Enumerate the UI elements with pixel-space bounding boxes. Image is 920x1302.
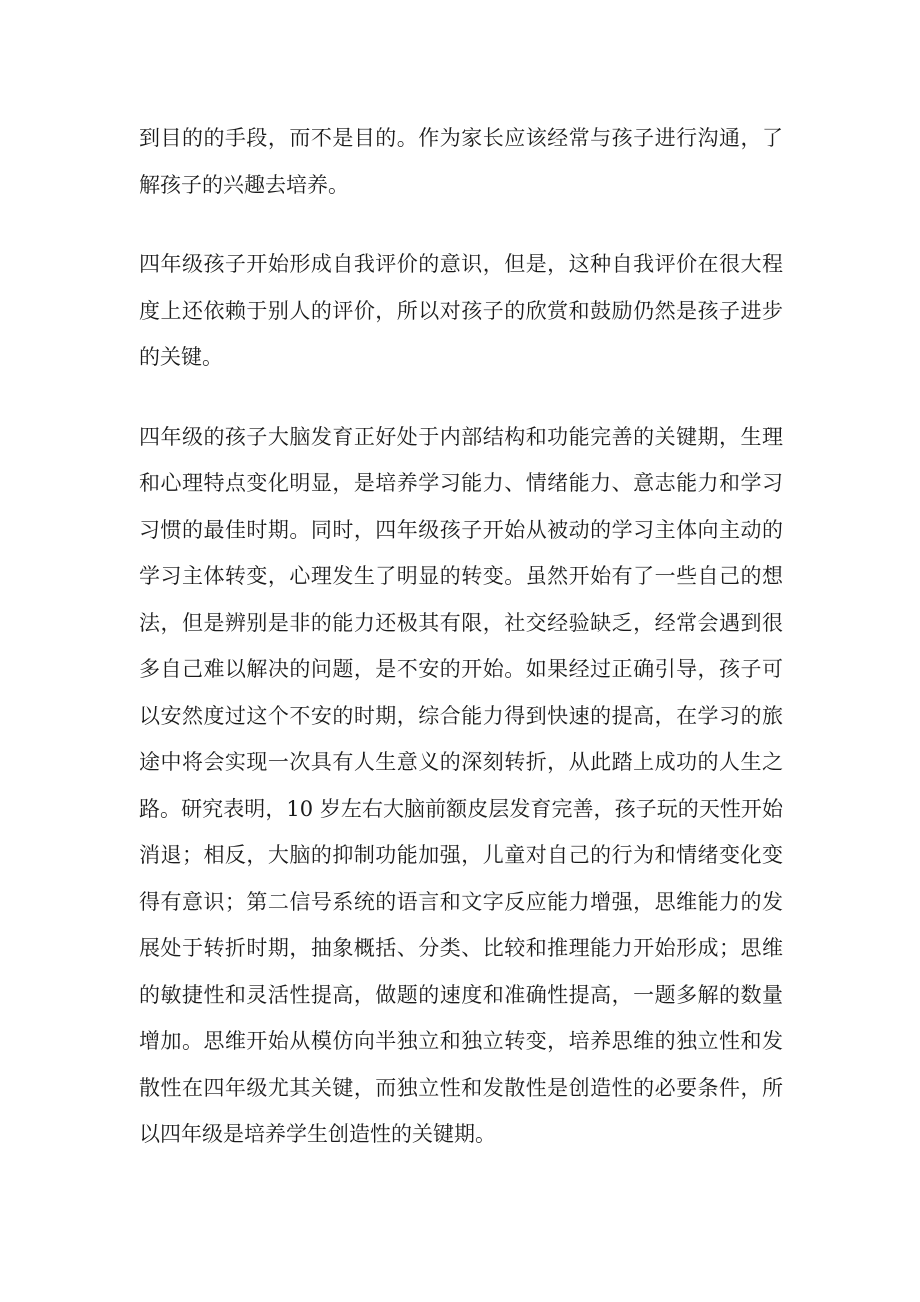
paragraph-3: 四年级的孩子大脑发育正好处于内部结构和功能完善的关键期，生理和心理特点变化明显，是培养学习能力、情绪能力、意志能力和学习习惯的最佳时期。同时，四年级孩子开始从被动的学习主体向主动的学习主体转变，心理发生了明显的转变。虽然开始有了一些自己的想法，但是辨别是非的能力还极其有限，社交经验缺乏，经常会遇到很多自己难以解决的问题，是不安的开始。如果经过正确引导，孩子可以安然度过这个不安的时期，综合能力得到快速的提高，在学习的旅途中将会实现一次具有人生意义的深刻转折，从此踏上成功的人生之路。研究表明，10 岁左右大脑前额皮层发育完善，孩子玩的天性开始消退；相反，大脑的抑制功能加强，儿童对自己的行为和情绪变化变得有意识；第二信号系统的语言和文字反应能力增强，思维能力的发展处于转折时期，抽象概括、分类、比较和推理能力开始形成；思维的敏捷性和灵活性提高，做题的速度和准确性提高，一题多解的数量增加。思维开始从模仿向半独立和独立转变，培养思维的独立性和发散性在四年级尤其关键，而独立性和发散性是创造性的必要条件，所以四年级是培养学生创造性的关键期。 [139, 424, 783, 1146]
paragraph-2: 四年级孩子开始形成自我评价的意识，但是，这种自我评价在很大程度上还依赖于别人的评价，所以对孩子的欣赏和鼓励仍然是孩子进步的关键。 [139, 252, 783, 369]
paragraph-1: 到目的的手段，而不是目的。作为家长应该经常与孩子进行沟通，了解孩子的兴趣去培养。 [139, 126, 783, 197]
document-page [139, 115, 783, 1158]
